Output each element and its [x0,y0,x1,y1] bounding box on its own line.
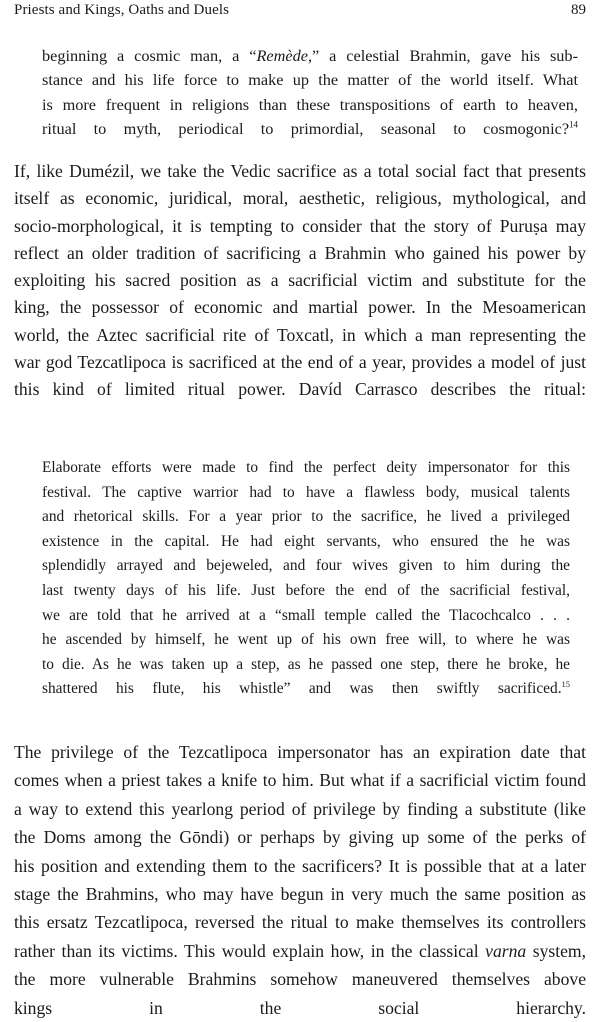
text-line: comes when a priest takes a knife to him. But what if a sacrificial victim found [14,770,586,791]
block-quote-continued [42,44,578,142]
text-segment: shattered his flute, his whistle” and was then swiftly sacrificed. [42,680,562,698]
text-line: and rhetorical skills. For a year prior to the sacrifice, he lived a privileged [42,508,570,526]
text-line: world, the Aztec sacrificial rite of Toxcatl, in which a man representing the [14,324,586,345]
block-quote-carrasco [42,456,570,702]
emphasis: Remède [256,46,308,65]
text-line: splendidly arrayed and bejeweled, and four wives given to him during the [42,557,570,575]
running-head [0,0,600,30]
text-line: exploiting his sacred position as a sacrificial victim and substitute for the [14,270,586,291]
text-line: last twenty days of his life. Just before the end of the sacrificial festival, [42,581,570,599]
text-segment: rather than its victims. This would explain how, in the classical [14,940,486,961]
text-line: war god Tezcatlipoca is sacrificed at the end of a year, provides a model of just [14,352,586,373]
footnote-marker: 14 [569,119,578,130]
text-line: existence in the capital. He had eight servants, who ensured the he was [42,532,570,550]
emphasis-varna: varna [485,940,527,961]
text-line: his position and extending them to the sacrificers? It is possible that at a later [14,855,586,876]
text-line: we are told that he arrived at a “small temple called the Tlacochcalco . . . [42,606,570,624]
text-line: the more vulnerable Brahmins somehow maneuvered themselves above [14,969,586,990]
text-line: festival. The captive warrior had to have a flawless body, musical talents [42,483,570,501]
body-paragraph-2 [14,738,586,1022]
text-line: to die. As he was taken up a step, as he passed one step, there he broke, he [42,655,570,673]
text-line: is more frequent in religions than these transpositions of earth to heaven, [42,94,578,114]
text-segment: ritual to myth, periodical to primordial, seasonal to cosmogonic? [42,119,570,139]
text-line [42,677,570,702]
text-line: The privilege of the Tezcatlipoca impersonator has an expiration date that [14,742,586,762]
text-line [14,937,586,965]
text-line: a way to extend this yearlong period of privilege by finding a substitute (like [14,798,586,819]
text-line: Elaborate efforts were made to find the perfect deity impersonator for this [42,459,570,476]
text-line: socio-morphological, it is tempting to consider that the story of Puruṣa may [14,215,586,236]
body-paragraph-1 [14,158,586,404]
text-line: If, like Dumézil, we take the Vedic sacrifice as a total social fact that presents [14,161,586,181]
text-line: this ersatz Tezcatlipoca, reversed the ritual to make themselves its controllers [14,912,586,933]
text-line: he ascended by himself, he went up of his own free will, to where he was [42,631,570,649]
text-line: this kind of limited ritual power. Davíd Carrasco describes the ritual: [14,379,586,400]
text-line: stance and his life force to make up the matter of the world itself. What [42,70,578,90]
text-segment: system, [526,940,586,961]
page-number: 89 [571,2,586,18]
text-line: the Doms among the Gōndi) or perhaps by giving up some of the perks of [14,827,586,848]
text-line: itself as economic, juridical, moral, aesthetic, religious, mythological, and [14,188,586,209]
running-head-title: Priests and Kings, Oaths and Duels [14,2,230,18]
text-line: reflect an older tradition of sacrificing a Brahmin who gained his power by [14,242,586,263]
text-line: beginning a cosmic man, a “Remède,” a celestial Brahmin, gave his sub- [42,46,578,65]
text-line: kings in the social hierarchy. [14,997,586,1018]
text-line [42,117,578,141]
footnote-marker: 15 [561,679,570,690]
text-line: stage the Brahmins, who may have begun in very much the same position as [14,884,586,905]
text-line: king, the possessor of economic and martial power. In the Mesoamerican [14,297,586,318]
